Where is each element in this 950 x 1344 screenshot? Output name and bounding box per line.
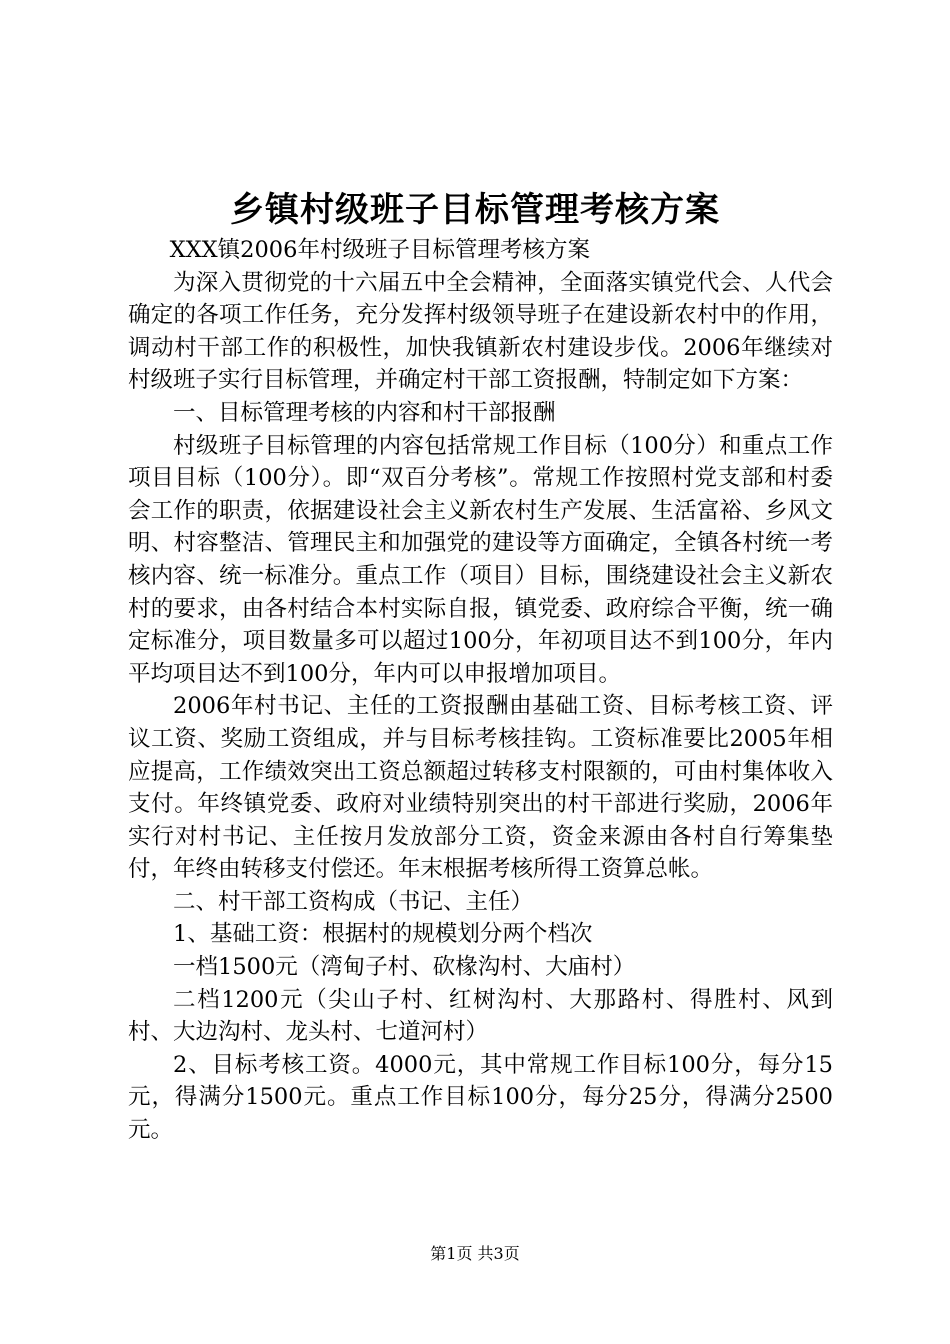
paragraph-intro: 为深入贯彻党的十六届五中全会精神，全面落实镇党代会、人代会确定的各项工作任务，充分发挥村级领导班子在建设新农村中的作用，调动村干部工作的积极性，加快我镇新农村建设步伐。2006年继续对村级班子实行目标管理，并确定村干部工资报酬，特制定如下方案：	[128, 269, 833, 394]
section-heading-1: 一、目标管理考核的内容和村干部报酬	[173, 399, 556, 426]
document-body	[128, 234, 833, 1147]
list-item-tier-2: 二档1200元（尖山子村、红树沟村、大那路村、得胜村、风到村、大边沟村、龙头村、七道河村）	[128, 986, 833, 1046]
list-item-base-salary: 1、基础工资：根据村的规模划分两个档次	[173, 921, 593, 948]
list-item-tier-1: 一档1500元（湾甸子村、砍椽沟村、大庙村）	[173, 954, 636, 981]
paragraph-salary: 2006年村书记、主任的工资报酬由基础工资、目标考核工资、评议工资、奖励工资组成，并与目标考核挂钩。工资标准要比2005年相应提高，工作绩效突出工资总额超过转移支村限额的，可由村集体收入支付。年终镇党委、政府对业绩特别突出的村干部进行奖励，2006年实行对村书记、主任按月发放部分工资，资金来源由各村自行筹集垫付，年终由转移支付偿还。年末根据考核所得工资算总帐。	[128, 693, 833, 883]
document-subtitle: XXX镇2006年村级班子目标管理考核方案	[169, 237, 590, 263]
paragraph-target-content: 村级班子目标管理的内容包括常规工作目标（100分）和重点工作项目目标（100分）。即“双百分考核”。常规工作按照村党支部和村委会工作的职责，依据建设社会主义新农村生产发展、生活富裕、乡风文明、村容整洁、管理民主和加强党的建设等方面确定，全镇各村统一考核内容、统一标准分。重点工作（项目）目标，围绕建设社会主义新农村的要求，由各村结合本村实际自报，镇党委、政府综合平衡，统一确定标准分，项目数量多可以超过100分，年初项目达不到100分，年内平均项目达不到100分，年内可以申报增加项目。	[128, 432, 833, 687]
list-item-target-salary: 2、目标考核工资。4000元，其中常规工作目标100分，每分15元，得满分1500元。重点工作目标100分，每分25分，得满分2500元。	[128, 1051, 833, 1144]
page-indicator: 第1页 共3页	[430, 1244, 520, 1263]
document-title: 乡镇村级班子目标管理考核方案	[230, 190, 720, 230]
section-heading-2: 二、村干部工资构成（书记、主任）	[173, 888, 534, 915]
